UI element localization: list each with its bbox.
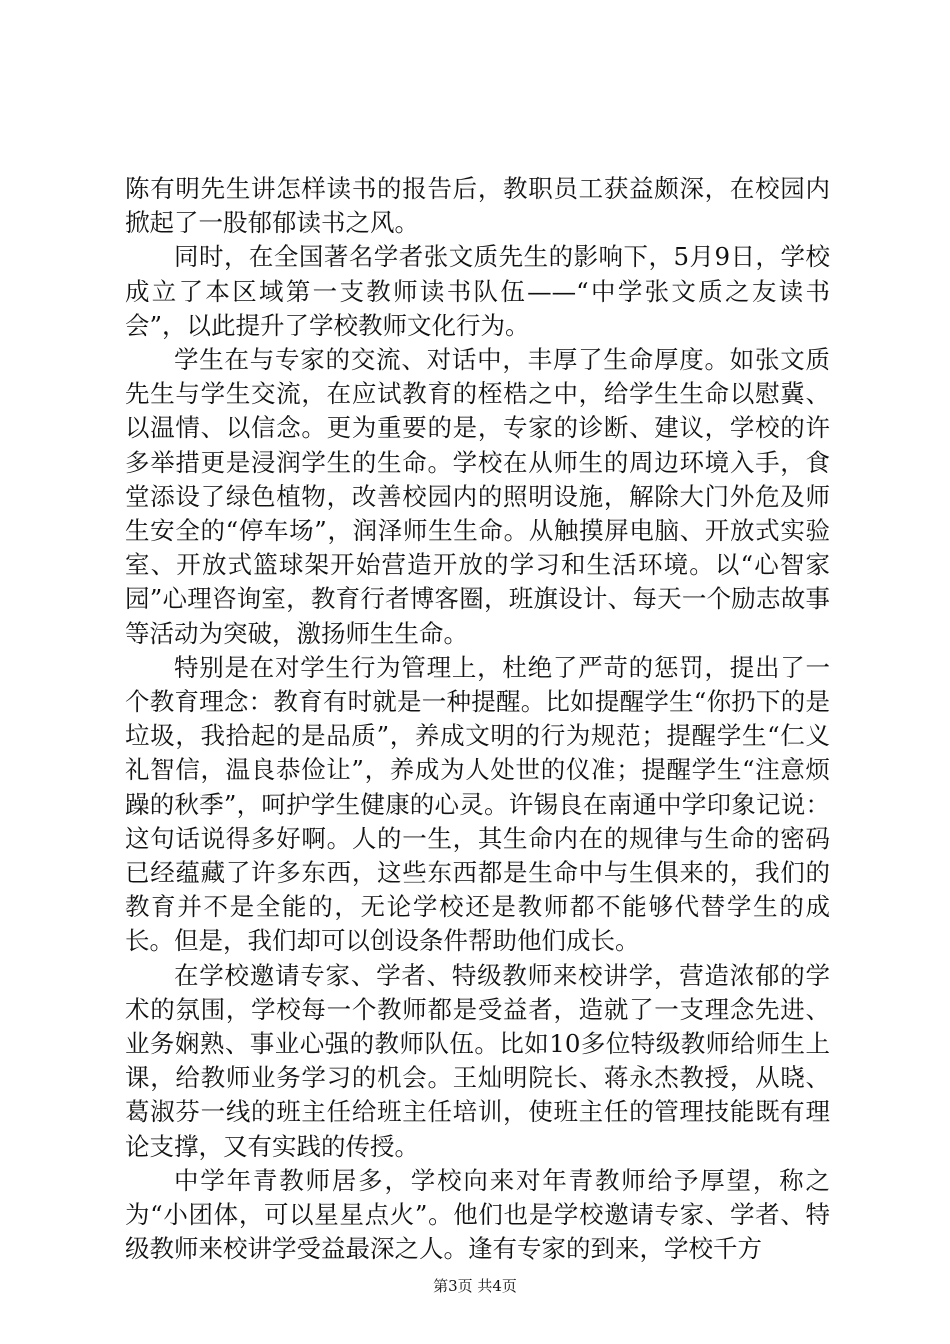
page-number-footer: 第3页 共4页 xyxy=(433,1277,517,1295)
paragraph-young-teachers: 中学年青教师居多，学校向来对年青教师给予厚望，称之为“小团体，可以星星点火”。他们也是学校邀请专家、学者、特级教师来校讲学受益最深之人。逢有专家的到来，学校千方 xyxy=(125,1165,830,1264)
paragraph-teacher-team: 在学校邀请专家、学者、特级教师来校讲学，营造浓郁的学术的氛围，学校每一个教师都是受益者，造就了一支理念先进、业务娴熟、事业心强的教师队伍。比如10多位特级教师给师生上课，给教师业务学习的机会。王灿明院长、蒋永杰教授，从晓、葛淑芬一线的班主任给班主任培训，使班主任的管理技能既有理论支撑，又有实践的传授。 xyxy=(125,960,830,1161)
paragraph-reading-club: 同时，在全国著名学者张文质先生的影响下，5月9日，学校成立了本区域第一支教师读书队伍——“中学张文质之友读书会”，以此提升了学校教师文化行为。 xyxy=(125,242,830,340)
paragraph-student-life: 学生在与专家的交流、对话中，丰厚了生命厚度。如张文质先生与学生交流，在应试教育的桎梏之中，给学生生命以慰冀、以温情、以信念。更为重要的是，专家的诊断、建议，学校的许多举措更是浸润学生的生命。学校在从师生的周边环境入手，食堂添设了绿色植物，改善校园内的照明设施，解除大门外危及师生安全的“停车场”，润泽师生生命。从触摸屏电脑、开放式实验室、开放式篮球架开始营造开放的学习和生活环境。以“心智家园”心理咨询室，教育行者博客圈，班旗设计、每天一个励志故事等活动为突破，激扬师生生命。 xyxy=(125,345,830,648)
body-text xyxy=(125,172,830,1267)
paragraph-continuation: 陈有明先生讲怎样读书的报告后，教职员工获益颇深，在校园内掀起了一股郁郁读书之风。 xyxy=(125,174,830,238)
paragraph-behavior-management: 特别是在对学生行为管理上，杜绝了严苛的惩罚，提出了一个教育理念：教育有时就是一种提醒。比如提醒学生“你扔下的是垃圾，我拾起的是品质”，养成文明的行为规范；提醒学生“仁义礼智信，温良恭俭让”，养成为人处世的仪准；提醒学生“注意烦躁的秋季”，呵护学生健康的心灵。许锡良在南通中学印象记说：这句话说得多好啊。人的一生，其生命内在的规律与生命的密码已经蕴藏了许多东西，这些东西都是生命中与生俱来的，我们的教育并不是全能的，无论学校还是教师都不能够代替学生的成长。但是，我们却可以创设条件帮助他们成长。 xyxy=(125,652,830,956)
